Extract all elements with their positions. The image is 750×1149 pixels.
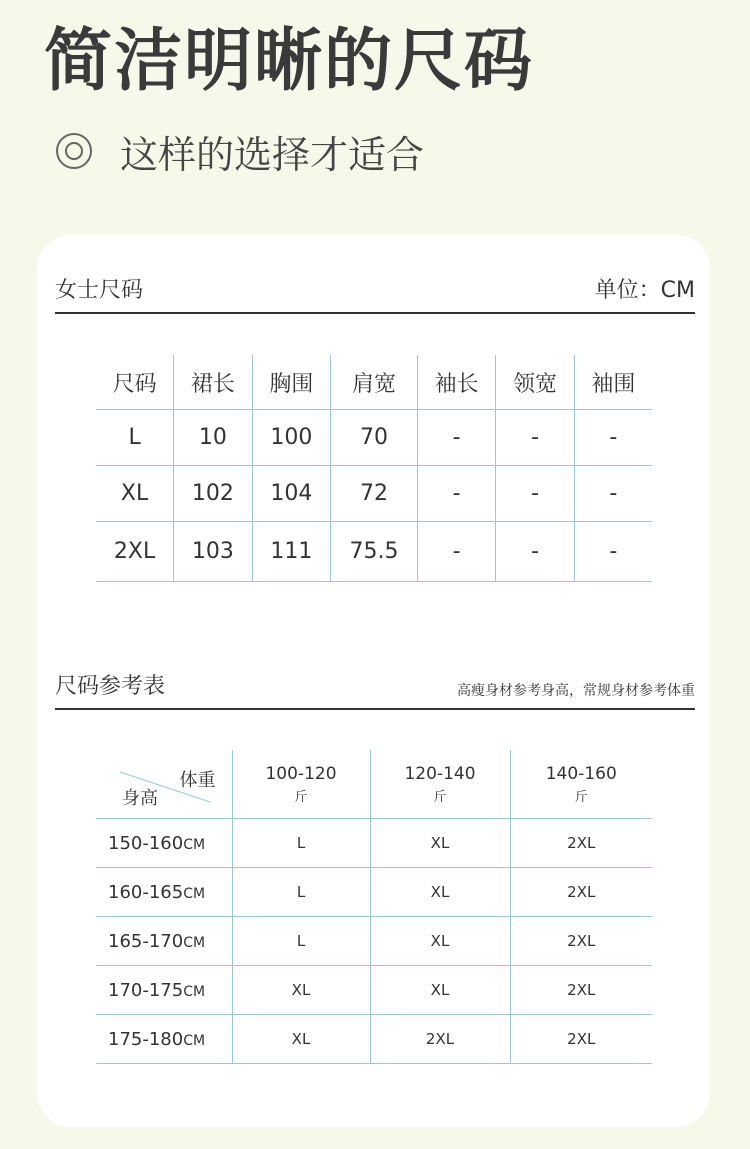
size-cell: XL [370,819,510,868]
height-cell [96,819,232,868]
size-cell: XL [232,966,370,1015]
column-header: 袖围 [574,355,652,410]
reference-table [96,750,652,1064]
height-cell [96,1015,232,1064]
column-header: 裙长 [174,355,252,410]
size-table-header [96,355,652,410]
reference-table-header [96,750,652,819]
size-cell: L [232,819,370,868]
weight-range: 140-160 [545,763,617,784]
size-cell: 2XL [370,1015,510,1064]
unit-label: 单位：CM [594,278,695,303]
height-cell [96,966,232,1015]
column-header: 胸围 [252,355,330,410]
table-row [96,522,652,582]
height-range: 170-175 [108,979,184,1001]
size-cell: 2XL [510,966,652,1015]
height-unit: CM [183,1032,206,1049]
table-cell: 103 [174,522,252,582]
table-cell: L [96,410,174,466]
table-cell: 100 [252,410,330,466]
table-row [96,966,652,1015]
table-cell: - [496,522,574,582]
table-cell: 70 [331,410,418,466]
height-unit: CM [183,836,206,853]
size-cell: 2XL [510,917,652,966]
ref-section-header [55,669,695,710]
height-cell [96,868,232,917]
table-row [96,410,652,466]
table-cell: 2XL [96,522,174,582]
table-cell: XL [96,466,174,522]
table-cell: 111 [252,522,330,582]
table-row [96,466,652,522]
height-unit: CM [183,885,206,902]
table-cell: - [496,410,574,466]
column-header: 尺码 [96,355,174,410]
height-range: 165-170 [108,930,184,952]
subtitle-row [56,128,425,177]
height-cell [96,917,232,966]
size-cell: XL [370,966,510,1015]
table-cell: - [574,522,652,582]
table-cell: - [574,466,652,522]
weight-axis-label: 体重 [179,770,216,791]
table-cell: 72 [331,466,418,522]
weight-unit: 斤 [294,789,308,805]
size-cell: XL [232,1015,370,1064]
size-card [37,235,710,1127]
size-section-header [55,273,695,314]
column-header: 袖长 [417,355,495,410]
weight-unit: 斤 [574,789,588,805]
table-cell: - [496,466,574,522]
corner-cell [96,750,232,819]
height-axis-label: 身高 [122,788,158,809]
table-row [96,917,652,966]
column-header: 肩宽 [331,355,418,410]
weight-range: 100-120 [265,763,337,784]
size-cell: L [232,868,370,917]
height-range: 160-165 [108,881,184,903]
size-section-title: 女士尺码 [55,278,144,303]
table-cell: 10 [174,410,252,466]
height-unit: CM [183,983,206,1000]
table-cell: 104 [252,466,330,522]
weight-unit: 斤 [433,789,447,805]
table-row [96,868,652,917]
page-subtitle: 这样的选择才适合 [120,132,425,177]
weight-column-header [510,750,652,819]
page-title: 简洁明晰的尺码 [44,22,535,101]
table-cell: - [417,466,495,522]
double-circle-icon [56,133,92,169]
table-row [96,819,652,868]
ref-section-title: 尺码参考表 [55,674,166,699]
size-cell: 2XL [510,868,652,917]
weight-column-header [232,750,370,819]
height-range: 150-160 [108,832,184,854]
size-cell: 2XL [510,1015,652,1064]
ref-section-note: 高瘦身材参考身高，常规身材参考体重 [457,683,695,699]
table-cell: - [417,410,495,466]
column-header: 领宽 [496,355,574,410]
size-cell: L [232,917,370,966]
height-unit: CM [183,934,206,951]
size-cell: XL [370,868,510,917]
weight-range: 120-140 [404,763,476,784]
table-cell: 75.5 [331,522,418,582]
table-cell: - [417,522,495,582]
weight-column-header [370,750,510,819]
table-row [96,1015,652,1064]
size-table [96,355,652,582]
height-range: 175-180 [108,1028,184,1050]
table-cell: - [574,410,652,466]
table-cell: 102 [174,466,252,522]
size-cell: XL [370,917,510,966]
size-cell: 2XL [510,819,652,868]
